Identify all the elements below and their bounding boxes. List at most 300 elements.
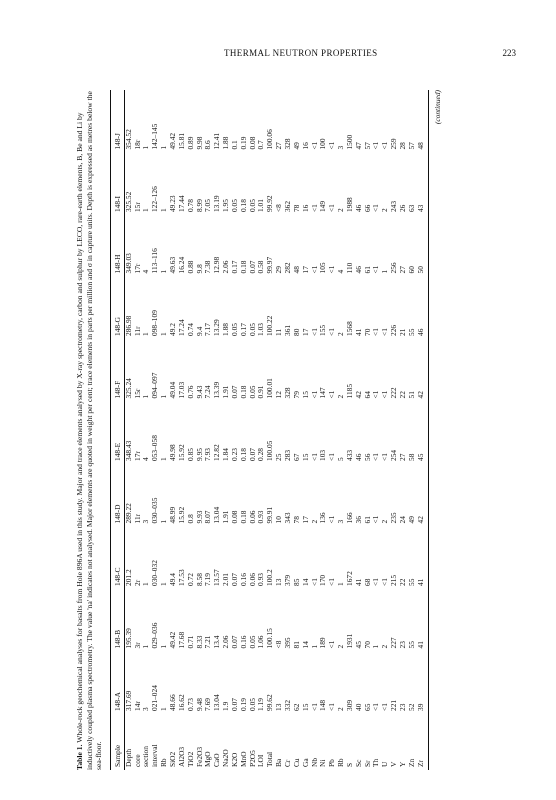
table-cell: 0.07 [247, 448, 257, 461]
table-cell: 1 [336, 582, 346, 586]
row-label: Fe2O3 [194, 746, 204, 767]
table-cell: 029–036 [150, 622, 160, 649]
table-cell: 0.05 [247, 385, 257, 399]
table-cell: 254 [389, 449, 399, 461]
table-row [302, 90, 311, 770]
table-cell: 286.98 [123, 315, 133, 336]
table-cell: 379 [282, 574, 292, 586]
table-cell: 0.23 [229, 448, 239, 461]
table-cell: 1 [141, 394, 151, 399]
table-cell: 11r [132, 326, 142, 336]
table-row [364, 90, 373, 770]
table-cell: 0.05 [247, 635, 257, 649]
table-row [240, 90, 249, 770]
table-cell: 56 [362, 453, 372, 461]
row-label: core [132, 754, 142, 767]
table-cell: 2 [336, 707, 346, 711]
table-row [408, 90, 417, 770]
table-cell: <1 [327, 265, 337, 274]
table-cell: 147 [318, 387, 328, 399]
row-label: Rb [336, 758, 346, 767]
table-cell: 16.62 [176, 694, 186, 711]
table-cell: 2.06 [221, 635, 231, 649]
table-cell: 13.4 [212, 635, 222, 649]
column-header: 148-E [112, 442, 122, 461]
table-cell: 15r [132, 202, 142, 213]
table-cell: 22 [397, 391, 407, 399]
table-cell: 49.4 [168, 573, 177, 586]
table-cell: 289.22 [123, 503, 133, 524]
table-cell: 23 [397, 703, 407, 711]
table-cell: 227 [389, 637, 399, 649]
table-row [222, 90, 231, 770]
table-cell: 46 [415, 328, 425, 336]
table-row [249, 90, 258, 770]
table-cell: 21 [397, 328, 407, 336]
table-cell: 49.23 [168, 195, 177, 213]
table-row [319, 90, 328, 770]
table-cell: 2 [336, 644, 346, 649]
table-cell: 26 [397, 204, 407, 213]
page-number: 223 [502, 48, 516, 58]
table-cell: 283 [282, 449, 292, 461]
table-cell: 235 [389, 512, 399, 524]
table-row [169, 90, 178, 770]
row-label: LOI [256, 754, 266, 767]
table-cell: <1 [309, 204, 319, 213]
table-cell: 49 [406, 516, 416, 524]
row-label: P2O5 [247, 750, 257, 767]
table-cell: 3 [336, 145, 346, 150]
table-cell: 282 [282, 262, 292, 274]
table-cell: 2 [309, 519, 319, 524]
table-cell: 0.06 [247, 510, 257, 524]
row-label: U [380, 761, 390, 767]
table-cell: 18r [132, 139, 142, 150]
table-cell: 49.2 [168, 323, 177, 336]
table-cell: 49.98 [168, 444, 177, 461]
table-cell: 85 [291, 578, 301, 586]
table-cell: 61 [362, 266, 372, 274]
table-cell: 7.69 [203, 698, 213, 711]
table-cell: 243 [389, 200, 399, 213]
column-header: 148-G [112, 317, 122, 336]
table-row [151, 90, 160, 770]
table-cell: 0.89 [185, 136, 195, 150]
table-row [257, 90, 266, 770]
table-row [124, 90, 133, 770]
table-row [204, 90, 213, 770]
table-cell: 60 [406, 266, 416, 274]
table-cell: 395 [282, 637, 292, 649]
table-row [266, 90, 275, 770]
row-label: S [344, 762, 354, 767]
table-cell: 27 [274, 142, 284, 150]
table-cell: 42 [415, 391, 425, 399]
table-cell: 2 [336, 208, 346, 213]
table-cell: 15 [300, 391, 310, 399]
table-cell: 149 [318, 200, 328, 213]
table-cell: 1 [159, 644, 169, 649]
table-cell: 1 [159, 582, 169, 586]
row-label: Th [371, 758, 381, 767]
table-cell: 13.57 [212, 569, 222, 586]
row-label: Zr [415, 760, 425, 767]
table-cell: 189 [318, 637, 328, 649]
table-cell: 100.05 [265, 440, 275, 461]
table-cell: 100.01 [265, 378, 275, 399]
table-row [178, 90, 187, 770]
running-title: THERMAL NEUTRON PROPERTIES [224, 48, 378, 58]
table-cell: 0.05 [247, 199, 257, 213]
table-cell: 43 [415, 204, 425, 213]
table-cell: 12.98 [212, 256, 222, 274]
table-cell: 1 [159, 332, 169, 336]
table-cell: 105 [318, 262, 328, 274]
table-cell: 9.93 [194, 510, 204, 524]
table-cell: 221 [389, 699, 399, 711]
table-cell: 1.91 [221, 510, 231, 524]
table-cell: 0.06 [247, 573, 257, 586]
table-cell: 79 [291, 391, 301, 399]
table-cell: 7.21 [203, 635, 213, 649]
table-cell: 15.92 [176, 506, 186, 524]
table-cell: 1 [159, 394, 169, 399]
table-cell: 7.38 [203, 260, 213, 274]
table-cell: 1 [159, 519, 169, 524]
table-cell: 49 [291, 142, 301, 150]
table-cell: 17 [300, 266, 310, 274]
table-cell: 0.16 [238, 635, 248, 649]
table-cell: 1.01 [256, 199, 266, 213]
table-cell: <1 [371, 578, 381, 586]
table-cell: 22 [397, 578, 407, 586]
table-cell: 2 [380, 644, 390, 649]
table-cell: 17.03 [176, 381, 186, 399]
table-cell: 64 [362, 391, 372, 399]
table-cell: 29 [274, 266, 284, 274]
table-cell: 13.04 [212, 694, 222, 711]
table-cell: 4 [141, 457, 151, 461]
table-cell: 70 [362, 328, 372, 336]
table-cell: 17.24 [176, 319, 186, 336]
table-cell: 349.03 [123, 253, 133, 274]
table-cell: 8.33 [194, 635, 204, 649]
table-cell: 1 [141, 208, 151, 213]
table-cell: <1 [309, 703, 319, 711]
table-cell: 0.16 [238, 573, 248, 586]
table-cell: 0.19 [238, 136, 248, 150]
table-cell: 0.1 [229, 140, 239, 150]
table-cell: 166 [344, 512, 354, 524]
table-cell: 14 [300, 641, 310, 649]
table-cell: 328 [282, 387, 292, 399]
table-cell: 0.07 [229, 385, 239, 399]
table-row [346, 90, 355, 770]
table-cell: <1 [380, 328, 390, 336]
row-label: Sr [362, 760, 372, 767]
table-cell: 1 [159, 707, 169, 711]
row-label: section [141, 746, 151, 767]
table-cell: 0.85 [185, 448, 195, 461]
table-cell: 1500 [344, 134, 354, 150]
table-cell: <1 [371, 453, 381, 461]
table-cell: 030–032 [150, 560, 160, 586]
table-cell: <8 [274, 640, 284, 649]
table-cell: 053–058 [150, 435, 160, 461]
table-cell: 65 [362, 703, 372, 711]
table-cell: 9.48 [194, 698, 204, 711]
table-cell: 0.74 [185, 323, 195, 336]
rotated-table-block [75, 90, 515, 770]
row-label: Total [265, 751, 275, 767]
table-cell: 12 [274, 391, 284, 399]
table-cell: 1 [159, 145, 169, 150]
table-cell: <1 [309, 578, 319, 586]
table-cell: 99.62 [265, 694, 275, 711]
table-cell: <1 [380, 453, 390, 461]
table-cell: 50 [415, 266, 425, 274]
table-cell: 0.07 [229, 573, 239, 586]
table-cell: 15.92 [176, 444, 186, 461]
table-cell: 49.04 [168, 381, 177, 399]
table-cell: 100.06 [265, 129, 275, 150]
table-cell: 13.04 [212, 506, 222, 524]
table-cell: 1.88 [221, 136, 231, 150]
table-cell: 15 [300, 453, 310, 461]
table-cell: 1.88 [221, 323, 231, 336]
table-cell: 8.6 [203, 140, 213, 150]
table-cell: <1 [380, 703, 390, 711]
table-cell: 1.9 [221, 701, 231, 711]
table-cell: <1 [327, 640, 337, 649]
table-cell: 24 [397, 516, 407, 524]
table-row [390, 90, 399, 770]
table-cell: 2.01 [221, 573, 231, 586]
table-cell: 55 [406, 578, 416, 586]
table-cell: <1 [371, 265, 381, 274]
table-cell: 15r [132, 388, 142, 399]
table-cell: 113–116 [150, 248, 160, 274]
table-row [337, 90, 346, 770]
table-cell: 362 [282, 200, 292, 213]
table-cell: 10 [274, 516, 284, 524]
table-cell: 1.06 [256, 635, 266, 649]
table-row [196, 90, 205, 770]
table-cell: 1 [141, 582, 151, 586]
table-cell: 80 [291, 328, 301, 336]
table-cell: 13 [274, 578, 284, 586]
row-label: Ga [300, 758, 310, 767]
column-header: 148-J [112, 133, 122, 150]
table-cell: 343 [282, 512, 292, 524]
table-cell: 348.43 [123, 440, 133, 461]
table-cell: 48 [291, 266, 301, 274]
table-cell: 309 [344, 699, 354, 711]
table-cell: 25 [274, 453, 284, 461]
table-cell: 49.42 [168, 132, 177, 150]
table-cell: <1 [309, 453, 319, 461]
row-label: interval [150, 744, 160, 767]
table-cell: 39 [415, 703, 425, 711]
table-cell: 8.07 [203, 510, 213, 524]
table-cell: <8 [274, 204, 284, 213]
table-cell: <1 [327, 328, 337, 336]
table-cell: <1 [380, 578, 390, 586]
table-cell: 14r [132, 701, 142, 711]
table-cell: 41 [415, 578, 425, 586]
table-cell: 13.19 [212, 195, 222, 213]
table-cell: 1.91 [221, 385, 231, 399]
table-cell: 110 [344, 262, 354, 274]
table-caption-label: Table 1. [75, 744, 84, 770]
table-cell: 40 [353, 703, 363, 711]
table-cell: 17.53 [176, 569, 186, 586]
row-label: Pb [327, 759, 337, 767]
table-cell: 1185 [344, 383, 354, 399]
table-cell: 1 [159, 269, 169, 274]
table-cell: 81 [291, 641, 301, 649]
table-cell: 0.18 [238, 385, 248, 399]
table-cell: 1931 [344, 633, 354, 649]
table-cell: <1 [380, 141, 390, 150]
table-cell: 0.17 [229, 260, 239, 274]
table-cell: 78 [291, 516, 301, 524]
table-cell: 1 [159, 457, 169, 461]
table-cell: 103 [318, 449, 328, 461]
table-cell: 41 [353, 578, 363, 586]
table-cell: 317.69 [123, 690, 133, 711]
table-cell: <1 [309, 265, 319, 274]
table-cell: 3r [132, 642, 142, 649]
table-cell: 0.73 [185, 698, 195, 711]
table-cell: 1 [141, 332, 151, 336]
table-cell: 45 [353, 641, 363, 649]
row-label: Al2O3 [176, 746, 186, 767]
table-cell: <1 [327, 578, 337, 586]
table-cell: 0.71 [185, 635, 195, 649]
table-cell: 51 [406, 391, 416, 399]
table-row [134, 90, 143, 770]
row-label: Rb [159, 758, 169, 767]
table-row [275, 90, 284, 770]
table-cell: <1 [309, 328, 319, 336]
table-cell: 9.4 [194, 326, 204, 336]
table-cell: 155 [318, 324, 328, 336]
table-cell: 0.07 [229, 635, 239, 649]
table-cell: 99.91 [265, 506, 275, 524]
table-row [328, 90, 337, 770]
table-cell: 17 [300, 516, 310, 524]
table-cell: <1 [309, 141, 319, 150]
table-cell: 3 [141, 707, 151, 711]
table-cell: <1 [327, 141, 337, 150]
table-cell: 63 [406, 204, 416, 213]
row-label: Cu [291, 758, 301, 767]
table-cell: <1 [371, 204, 381, 213]
table-cell: 0.78 [185, 199, 195, 213]
table-cell: 2r [132, 579, 142, 586]
table-cell: 226 [389, 324, 399, 336]
table-cell: 48.66 [168, 694, 177, 711]
table-cell: 0.05 [229, 323, 239, 336]
table-cell: 46 [353, 204, 363, 213]
table-cell: 27 [397, 453, 407, 461]
table-cell: <1 [327, 515, 337, 524]
table-cell: 42 [353, 391, 363, 399]
table-cell: 0.05 [247, 698, 257, 711]
table-cell: 11r [132, 513, 142, 524]
table-cell: 100.22 [265, 315, 275, 336]
table-cell: 2 [336, 332, 346, 336]
table-cell: 148 [318, 699, 328, 711]
table-cell: 27 [397, 266, 407, 274]
table-cell: 0.08 [247, 136, 257, 150]
table-cell: 14 [300, 578, 310, 586]
geochemistry-table [110, 90, 430, 770]
column-header: 148-I [112, 196, 122, 213]
column-header: 148-A [112, 692, 122, 711]
table-cell: <1 [327, 703, 337, 711]
row-label: Ni [318, 759, 328, 767]
column-header: 148-D [112, 504, 122, 524]
table-cell: 49.42 [168, 631, 177, 649]
table-row [187, 90, 196, 770]
table-row [399, 90, 408, 770]
table-body [124, 90, 429, 770]
table-row [417, 90, 429, 770]
table-cell: 78 [291, 204, 301, 213]
table-cell: 9.43 [194, 385, 204, 399]
table-cell: 142–145 [150, 123, 160, 150]
table-cell: 57 [362, 142, 372, 150]
table-cell: 122–126 [150, 186, 160, 213]
row-label: Zn [406, 758, 416, 767]
table-cell: 12.41 [212, 132, 222, 150]
table-caption-text: Whole-rock geochemical analyses for basalts from Hole 896A used in this study. Major and trace elements analysed by X-ray spectrometry, carbon and sulphur by LECO, rare-earth elements, B, Be and Li by inductively coupled plasma spectrometry. The value 'na' indicates not analysed. Major elements are quoted in weight per cent; trace elements in parts per million and σ in capture units. Depth is expressed as metres below the sea-floor. [75, 91, 104, 770]
table-cell: 1988 [344, 197, 354, 213]
table-cell: 0.07 [247, 260, 257, 274]
table-cell: 28 [397, 142, 407, 150]
table-cell: 0.08 [229, 510, 239, 524]
table-row [381, 90, 390, 770]
table-row [311, 90, 320, 770]
table-cell: 2 [380, 208, 390, 213]
table-cell: 17.44 [176, 195, 186, 213]
table-cell: 361 [282, 324, 292, 336]
table-cell: 201.2 [123, 569, 133, 586]
table-cell: 66 [362, 204, 372, 213]
table-cell: 17r [132, 451, 142, 461]
column-header: 148-B [112, 629, 122, 649]
row-label: MnO [238, 751, 248, 767]
table-cell: 17 [300, 328, 310, 336]
table-cell: 4 [141, 269, 151, 274]
page-header [224, 48, 516, 58]
table-cell: 9.95 [194, 448, 204, 461]
table-cell: 9.98 [194, 136, 204, 150]
table-cell: 99.97 [265, 256, 275, 274]
table-cell: 0.18 [238, 510, 248, 524]
row-label: CaO [212, 753, 222, 767]
table-cell: <1 [327, 390, 337, 399]
table-cell: 0.58 [256, 260, 266, 274]
table-cell: 15 [300, 703, 310, 711]
table-cell: 195.39 [123, 628, 133, 649]
table-cell: 41 [353, 328, 363, 336]
table-row [284, 90, 293, 770]
table-cell: 256 [389, 262, 399, 274]
